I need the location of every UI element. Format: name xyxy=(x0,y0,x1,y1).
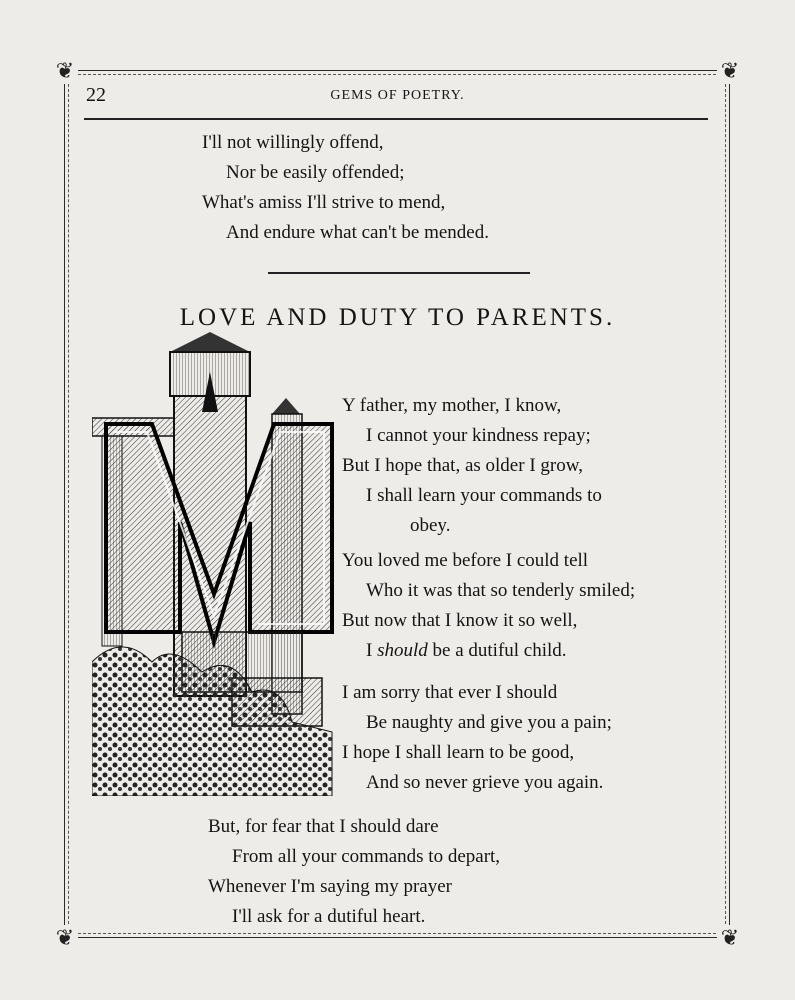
header-rule xyxy=(84,118,708,120)
verse-line: And endure what can't be mended. xyxy=(226,222,489,243)
verse-line: But I hope that, as older I grow, xyxy=(342,455,583,476)
emphasized-word: should xyxy=(377,640,428,661)
poem-title: LOVE AND DUTY TO PARENTS. xyxy=(179,304,616,331)
poem-stanza-1 xyxy=(342,391,602,541)
top-stanza xyxy=(202,128,489,248)
corner-ornament-icon: ❦ xyxy=(717,58,743,84)
verse-line: I shall learn your commands to xyxy=(366,485,602,506)
verse-text: I xyxy=(366,640,378,661)
drop-cap-illustration xyxy=(92,332,336,796)
verse-line: You loved me before I could tell xyxy=(342,550,589,571)
verse-line: Who it was that so tenderly smiled; xyxy=(366,580,636,601)
verse-line: What's amiss I'll strive to mend, xyxy=(202,192,446,213)
running-title: GEMS OF POETRY. xyxy=(330,88,465,103)
verse-line: I'll not willingly offend, xyxy=(202,132,384,153)
page-number: 22 xyxy=(86,84,106,106)
verse-line: Whenever I'm saying my prayer xyxy=(208,876,452,897)
poem-stanza-4 xyxy=(208,812,500,932)
verse-line: I am sorry that ever I should xyxy=(342,682,558,703)
verse-line: obey. xyxy=(410,515,451,536)
verse-text: be a dutiful child. xyxy=(427,640,567,661)
corner-ornament-icon: ❦ xyxy=(52,58,78,84)
verse-line: But, for fear that I should dare xyxy=(208,816,439,837)
verse-line: Y father, my mother, I know, xyxy=(342,395,562,416)
verse-line: Be naughty and give you a pain; xyxy=(366,712,612,733)
corner-ornament-icon: ❦ xyxy=(52,925,78,951)
section-divider xyxy=(268,272,530,274)
verse-line: And so never grieve you again. xyxy=(366,772,604,793)
verse-line: But now that I know it so well, xyxy=(342,610,578,631)
verse-line: Nor be easily offended; xyxy=(226,162,405,183)
corner-ornament-icon: ❦ xyxy=(717,925,743,951)
verse-line: I'll ask for a dutiful heart. xyxy=(232,906,426,927)
verse-line: I hope I shall learn to be good, xyxy=(342,742,575,763)
verse-line: From all your commands to depart, xyxy=(232,846,501,867)
poem-stanza-3 xyxy=(342,678,612,798)
poem-stanza-2 xyxy=(342,546,635,666)
verse-line xyxy=(342,636,635,666)
verse-line: I cannot your kindness repay; xyxy=(366,425,591,446)
